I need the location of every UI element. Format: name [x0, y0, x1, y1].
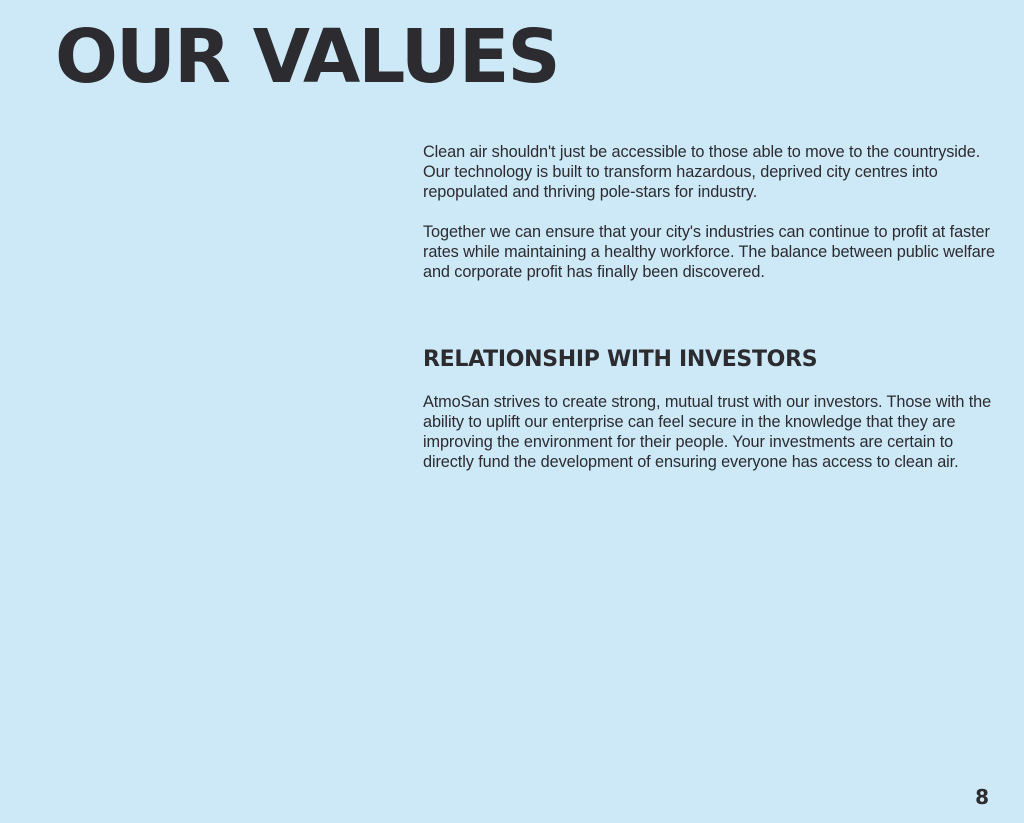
intro-paragraph-1: Clean air shouldn't just be accessible to those able to move to the countryside. Our technology is built to transform hazardous, deprived city centres into repopulated and thriving pole-stars for industry. — [423, 143, 981, 201]
intro-paragraph-2: Together we can ensure that your city's industries can continue to profit at faster rates while maintaining a healthy workforce. The balance between public welfare and corporate profit has finally been discovered. — [423, 223, 995, 281]
page-number: 8 — [975, 785, 989, 809]
section-heading-investors: RELATIONSHIP WITH INVESTORS — [423, 347, 818, 372]
investors-paragraph: AtmoSan strives to create strong, mutual trust with our investors. Those with the ability to uplift our enterprise can feel secure in the knowledge that they are improving the environment for their people. Your investments are certain to directly fund the development of ensuring everyone has access to clean air. — [423, 393, 992, 471]
page-title: OUR VALUES — [55, 14, 559, 100]
content-column — [423, 142, 998, 472]
